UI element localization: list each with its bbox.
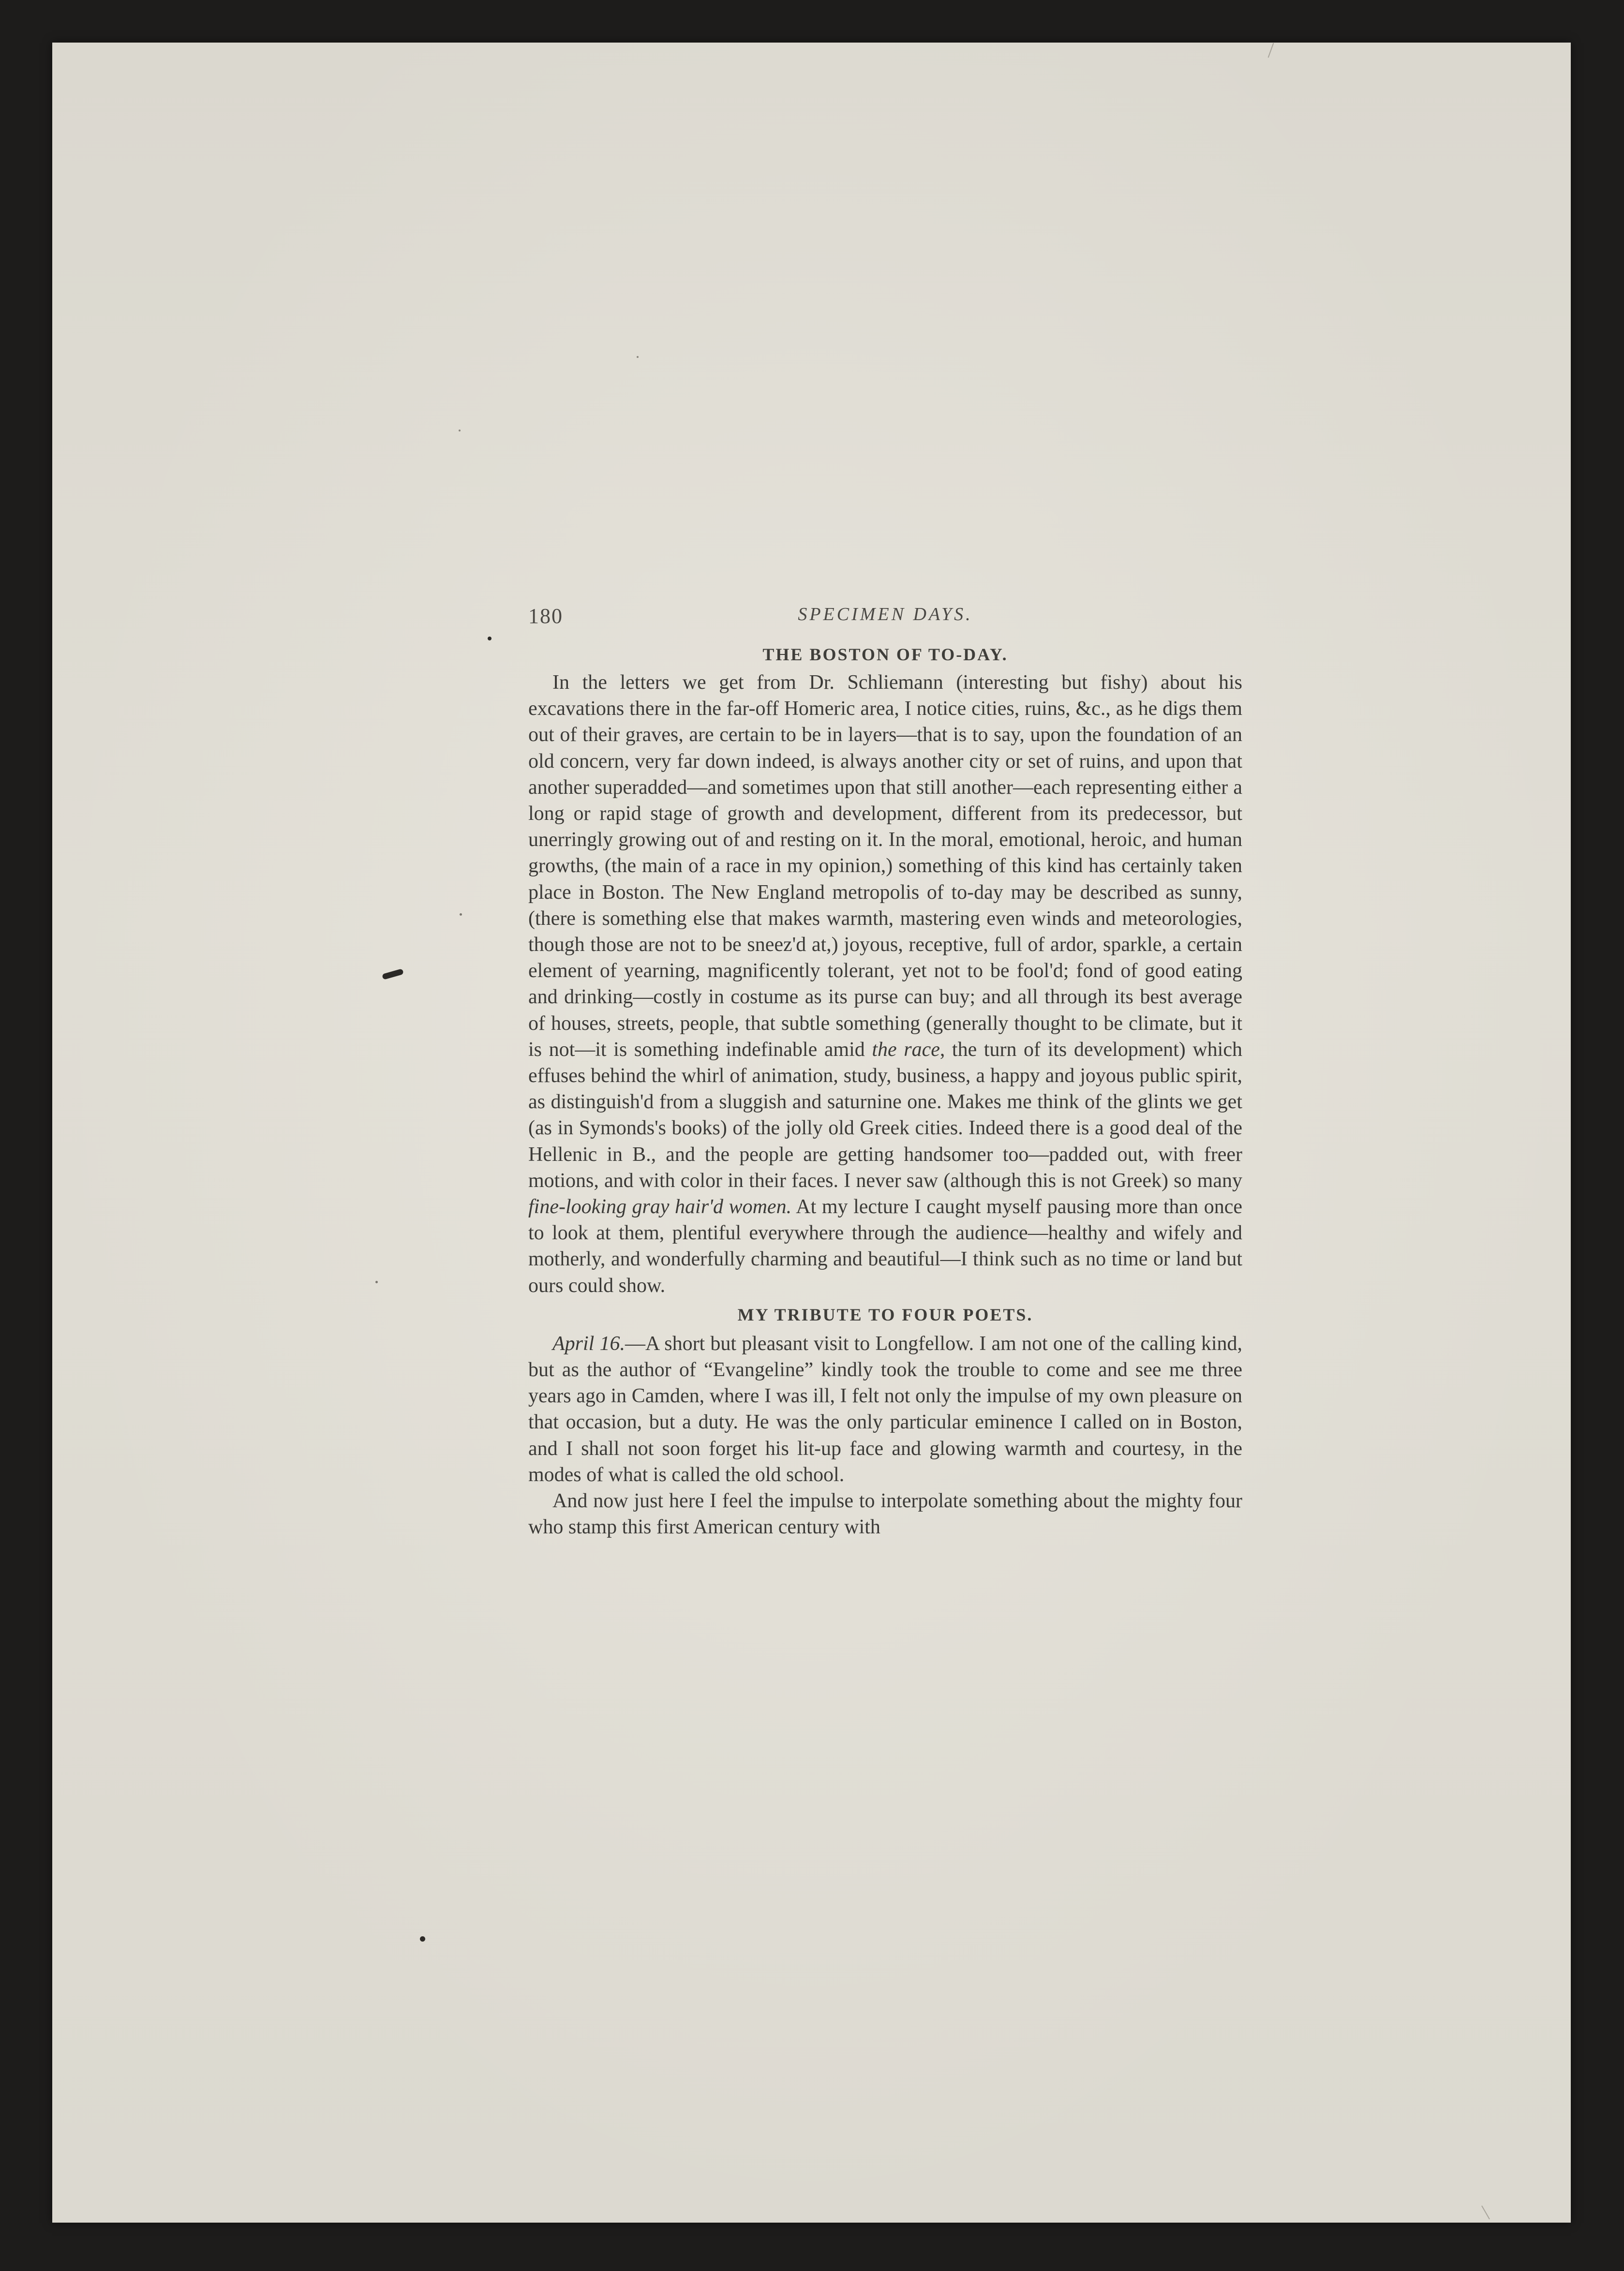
section-heading-tribute: MY TRIBUTE TO FOUR POETS. [737, 1305, 1033, 1324]
text-block [528, 604, 1242, 1541]
paper-speck [375, 1281, 378, 1283]
paper-speck [460, 913, 462, 916]
page-number: 180 [528, 604, 563, 628]
paragraph-text: , the turn of its development) which effuses behind the whirl of animation, study, business, a happy and joyous public spirit, as distinguish'd from a sluggish and saturnine one. Makes me think of the glints we get (as in Symonds's books) of the jolly old Greek cities. Indeed there is a good deal of the Hellenic in B., and the people are getting handsomer too—padded out, with freer motions, and with color in their faces. I never saw (although this is not Greek) so many [528, 1038, 1242, 1192]
paragraph-text: —A short but pleasant visit to Longfellow. I am not one of the calling kind, but as the author of “Evangeline” kindly took the trouble to come and see me three years ago in Camden, where I was ill, I felt not only the impulse of my own pleasure on that occasion, but a duty. He was the only particular eminence I called on in Boston, and I shall not soon forget his lit-up face and glowing warmth and courtesy, in the modes of what is called the old school. [528, 1332, 1242, 1486]
paragraph-text: In the letters we get from Dr. Schliemann (interesting but fishy) about his excavations there in the far-off Homeric area, I notice cities, ruins, &c., as he digs them out of their graves, are certain to be in layers—that is to say, upon the foundation of an old concern, very far down indeed, is always another city or set of ruins, and upon that another superadded—and sometimes upon that still another—each representing either a long or rapid stage of growth and development, different from its predecessor, but unerringly growing out of and resting on it. In the moral, emotional, heroic, and human growths, (the main of a race in my opinion,) something of this kind has certainly taken place in Boston. The New England metropolis of to-day may be described as sunny, (there is something else that makes warmth, mastering even winds and meteorologies, though those are not to be sneez'd at,) joyous, receptive, full of ardor, sparkle, a certain element of yearning, magnificently tolerant, yet not to be fool'd; fond of good eating and drinking—costly in costume as its purse can buy; and all through its best average of houses, streets, people, that subtle something (generally thought to be climate, but it is not—it is something indefinable amid [528, 671, 1242, 1061]
running-title: SPECIMEN DAYS. [798, 604, 973, 624]
paragraph-boston [528, 669, 1242, 1299]
dateline: April 16. [552, 1332, 626, 1355]
section-heading-boston: THE BOSTON OF TO-DAY. [762, 645, 1008, 664]
paper-speck [637, 356, 639, 358]
pencil-mark [382, 968, 404, 980]
paragraph-four-poets [528, 1488, 1242, 1540]
paper-crease [1481, 2206, 1490, 2220]
paper-speck [420, 1936, 425, 1942]
italic-phrase: fine-looking gray hair'd women. [528, 1196, 792, 1218]
paragraph-text: And now just here I feel the impulse to interpolate something about the mighty four who stamp this first American century with [528, 1490, 1242, 1539]
page-header [528, 604, 1242, 639]
paper-speck [459, 430, 461, 431]
paragraph-longfellow [528, 1331, 1242, 1488]
paragraph-text: At my lecture I caught myself pausing more than once to look at them, plentiful everywhere through the audience—healthy and wifely and motherly, and wonderfully charming and beautiful—I think such as no time or land but ours could show. [528, 1196, 1242, 1297]
book-page [52, 43, 1571, 2223]
paper-speck [488, 637, 492, 640]
italic-phrase: the race [872, 1038, 940, 1061]
paper-crease [1268, 43, 1274, 58]
